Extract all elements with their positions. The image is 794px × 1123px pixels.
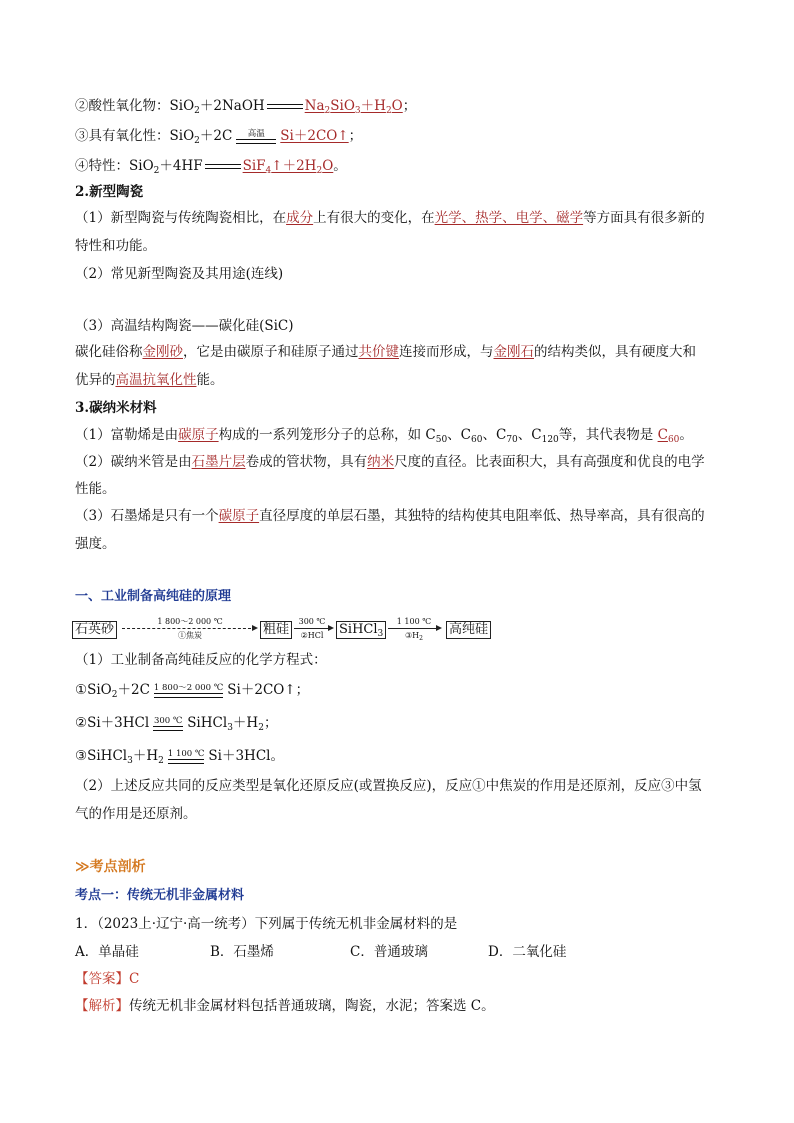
flow-arrow-1	[122, 628, 256, 630]
sic-paragraph-b: 优异的高温抗氧化性能。	[75, 372, 224, 388]
explanation-label: 【解析】	[75, 998, 129, 1014]
section-2-title: 2.新型陶瓷	[75, 184, 144, 200]
property-line: ④特性：SiO$_2$＋4HF $SiF_4↑+2H_2O$。	[75, 158, 347, 176]
flow-temp-3: 1 100 ℃	[396, 617, 432, 626]
oxidizing-line: ③具有氧化性：SiO$_2$＋2C 高温 Si＋2CO↑；	[75, 128, 363, 146]
answer-text: $Na_2SiO_3+H_2O$	[304, 98, 403, 116]
flow-box-quartz-sand: 石英砂	[72, 621, 117, 639]
nanotube-paragraph-b: 性能。	[75, 481, 116, 497]
flow-temp-1: 1 800～2 000 ℃	[157, 617, 223, 626]
flow-box-crude-silicon: 粗硅	[260, 621, 292, 639]
flow-box-sihcl3: SiHCl$_3$	[336, 621, 386, 639]
reaction-type-paragraph: （2）上述反应共同的反应类型是氧化还原反应(或置换反应)，反应①中焦炭的作用是还原剂，反应③中氢	[75, 778, 702, 794]
graphene-paragraph-b: 强度。	[75, 536, 116, 552]
flow-temp-2: 300 ℃	[298, 617, 326, 626]
equals-sign	[267, 104, 303, 109]
equation-2: ②Si＋3HCl 300 ℃ $SiHCl_3+H_2$；	[75, 715, 278, 733]
ceramics-paragraph-1: （1）新型陶瓷与传统陶瓷相比，在成分上有很大的变化，在光学、热学、电学、磁学等方面具有很多新的	[75, 210, 705, 226]
equation-3: $③SiHCl_3+H_2$ 1 100 ℃ Si＋3HCl。	[75, 748, 284, 766]
flow-arrow-2	[294, 628, 332, 630]
section-3-title: 3.碳纳米材料	[75, 400, 157, 416]
question-1: 1．（2023上·辽宁·高一统考）下列属于传统无机非金属材料的是	[75, 916, 458, 932]
flow-reagent-2: ②HCl	[300, 631, 324, 640]
explanation-line	[75, 996, 724, 1016]
silicon-process-flow	[72, 617, 632, 645]
flow-reagent-1: ①焦炭	[178, 631, 202, 640]
answer-text: $SiF_4↑+2H_2O$	[242, 158, 334, 176]
answer-value: C	[129, 971, 140, 987]
explanation-text: 传统无机非金属材料包括普通玻璃，陶瓷，水泥；答案选 C。	[129, 998, 495, 1014]
ceramics-paragraph-2: （2）常见新型陶瓷及其用途(连线)	[75, 266, 284, 282]
answer-line	[75, 969, 724, 989]
graphene-paragraph: （3）石墨烯是只有一个碳原子直径厚度的单层石墨，其独特的结构使其电阻率低、热导率高，具有很高的	[75, 508, 705, 524]
acid-oxide-line: ②酸性氧化物：SiO$_2$＋2NaOH $Na_2SiO_3+H_2O$；	[75, 98, 417, 116]
analysis-heading: ≫考点剖析	[75, 859, 146, 875]
equations-intro: （1）工业制备高纯硅反应的化学方程式：	[75, 652, 327, 668]
option-c[interactable]: C．普通玻璃	[350, 944, 428, 960]
option-d[interactable]: D．二氧化硅	[488, 944, 567, 960]
reaction-condition: 高温	[236, 130, 276, 144]
fullerene-paragraph: （1）富勒烯是由碳原子构成的一系列笼形分子的总称，如 $C_{50}$、$C_{60}$、$C_{70}$、$C_{120}$等，其代表物是 $C_{60}$。	[75, 427, 693, 445]
flow-arrow-3	[388, 628, 440, 630]
answer-text: Si＋2CO↑	[280, 128, 349, 144]
reaction-type-paragraph-b: 气的作用是还原剂。	[75, 806, 197, 822]
option-a[interactable]: A．单晶硅	[75, 944, 139, 960]
flow-box-pure-silicon: 高纯硅	[446, 621, 491, 639]
sic-paragraph: 碳化硅俗称金刚砂，它是由碳原子和硅原子通过共价键连接而形成，与金刚石的结构类似，具有硬度大和	[75, 344, 696, 360]
reaction-condition: 300 ℃	[153, 717, 183, 731]
equals-sign	[205, 164, 241, 169]
answer-label: 【答案】	[75, 971, 129, 987]
flow-reagent-3: $③H_2$	[405, 631, 423, 642]
part-1-title: 一、工业制备高纯硅的原理	[75, 589, 232, 604]
option-b[interactable]: B．石墨烯	[210, 944, 274, 960]
reaction-condition: 1 800～2 000 ℃	[154, 684, 223, 698]
ceramics-paragraph-3: （3）高温结构陶瓷——碳化硅(SiC)	[75, 318, 294, 334]
ceramics-paragraph-1b: 特性和功能。	[75, 238, 156, 254]
equation-1: ①SiO$_2$＋2C 1 800～2 000 ℃ Si＋2CO↑；	[75, 682, 310, 700]
reaction-condition: 1 100 ℃	[168, 750, 205, 764]
point-1-title: 考点一：传统无机非金属材料	[75, 888, 245, 903]
nanotube-paragraph: （2）碳纳米管是由石墨片层卷成的管状物，具有纳米尺度的直径。比表面积大，具有高强度和优良的电学	[75, 454, 705, 470]
